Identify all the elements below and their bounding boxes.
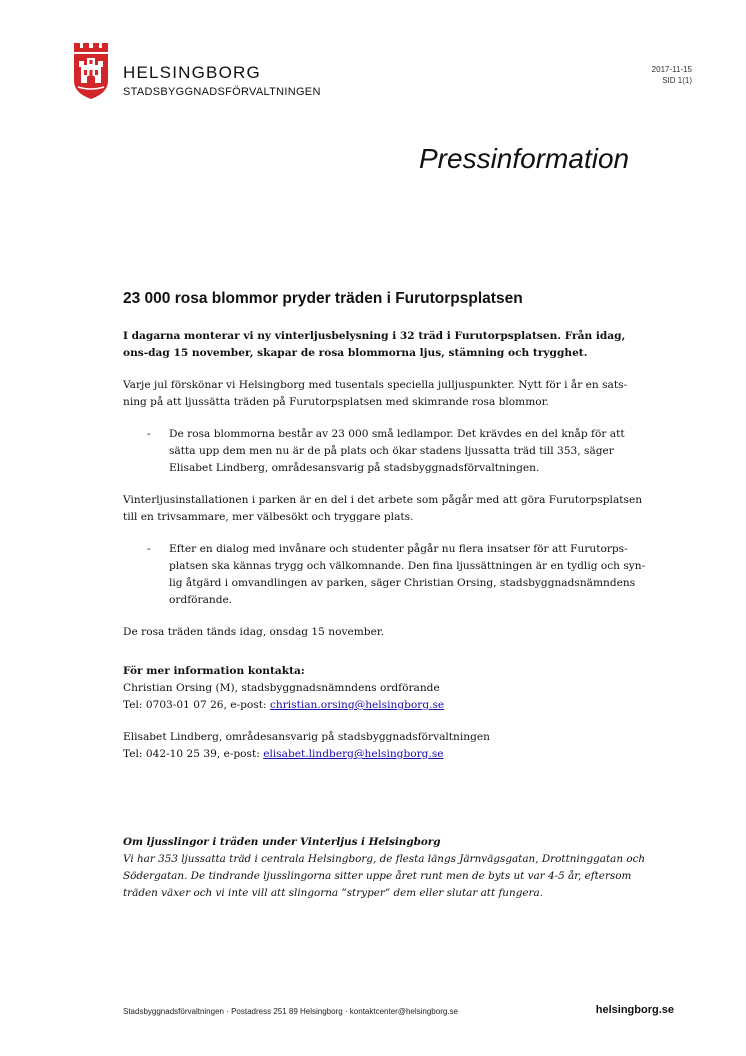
contact-1-email-link[interactable]: christian.orsing@helsingborg.se — [269, 699, 445, 711]
document-type: Pressinformation — [419, 143, 630, 174]
contact-2-email-link[interactable]: elisabet.lindberg@helsingborg.se — [263, 748, 444, 760]
press-title: 23 000 rosa blommor pryder träden i Furutorpsplatsen — [123, 290, 523, 307]
paragraph-1: Varje jul förskönar vi Helsingborg med tusentals speciella julljuspunkter. Nytt för i år en sats-ning på att ljussätta träden på Furutorpsplatsen med skimrande rosa blommor. — [123, 379, 628, 408]
quote-2-text: Efter en dialog med invånare och studenter pågår nu flera insatser för att Furutorps-platsen ska kännas trygg och välkomnande. Den fina ljussättningen är en tydlig och syn-lig åtgärd i omvandlingen av parken, säger Christian Orsing, stadsbyggnadsnämndens ordförande. — [169, 543, 646, 606]
contact-1-tel: Tel: 0703-01 07 26, e-post: — [123, 699, 270, 711]
paragraph-3: De rosa träden tänds idag, onsdag 15 november. — [123, 626, 385, 638]
contact-heading: För mer information kontakta: — [123, 665, 305, 677]
about-section — [123, 834, 653, 902]
quote-bullet-2 — [123, 541, 648, 609]
about-heading: Om ljusslingor i träden under Vinterljus i Helsingborg — [123, 836, 441, 848]
org-name: HELSINGBORG — [123, 63, 261, 82]
document-meta — [652, 64, 692, 86]
about-text: Vi har 353 ljussatta träd i centrala Helsingborg, de flesta längs Järnvägsgatan, Drottninggatan och Södergatan. De tindrande ljusslingorna sitter uppe året runt men de byts ut var 4-5 år, eftersom träden växer och vi inte vill att slingorna ”stryper” dem eller slutar att fungera. — [123, 853, 646, 899]
contact-2-tel: Tel: 042-10 25 39, e-post: — [123, 748, 264, 760]
quote-bullet-1 — [123, 426, 648, 477]
bullet-dash: - — [147, 428, 151, 440]
helsingborg-crest-icon — [72, 43, 110, 99]
paragraph-2: Vinterljusinstallationen i parken är en del i det arbete som pågår med att göra Furutorpsplatsen till en trivsammare, mer välbesökt och tryggare plats. — [123, 494, 643, 523]
footer-url[interactable]: helsingborg.se — [595, 1004, 674, 1016]
press-body — [123, 328, 648, 778]
document-date: 2017-11-15 — [651, 65, 692, 74]
department-name: STADSBYGGNADSFÖRVALTNINGEN — [123, 86, 321, 98]
footer-address: Stadsbyggnadsförvaltningen · Postadress 251 89 Helsingborg · kontaktcenter@helsingborg.se — [123, 1007, 458, 1016]
contact-person-2 — [123, 729, 648, 763]
bullet-dash: - — [147, 543, 151, 555]
page-number: SID 1(1) — [662, 76, 692, 85]
lede-paragraph: I dagarna monterar vi ny vinterljusbelysning i 32 träd i Furutorpsplatsen. Från idag, ons-dag 15 november, skapar de rosa blommorna ljus, stämning och trygghet. — [123, 330, 626, 359]
contact-section — [123, 663, 648, 763]
quote-1-text: De rosa blommorna består av 23 000 små ledlampor. Det krävdes en del knåp för att sätta upp dem men nu är de på plats och ökar stadens ljussatta träd till 353, säger Elisabet Lindberg, områdesansvarig på stadsbyggnadsförvaltningen. — [169, 428, 625, 474]
contact-1-line: Christian Orsing (M), stadsbyggnadsnämndens ordförande — [123, 682, 440, 694]
contact-2-line: Elisabet Lindberg, områdesansvarig på stadsbyggnadsförvaltningen — [123, 731, 490, 743]
contact-person-1 — [123, 680, 648, 714]
